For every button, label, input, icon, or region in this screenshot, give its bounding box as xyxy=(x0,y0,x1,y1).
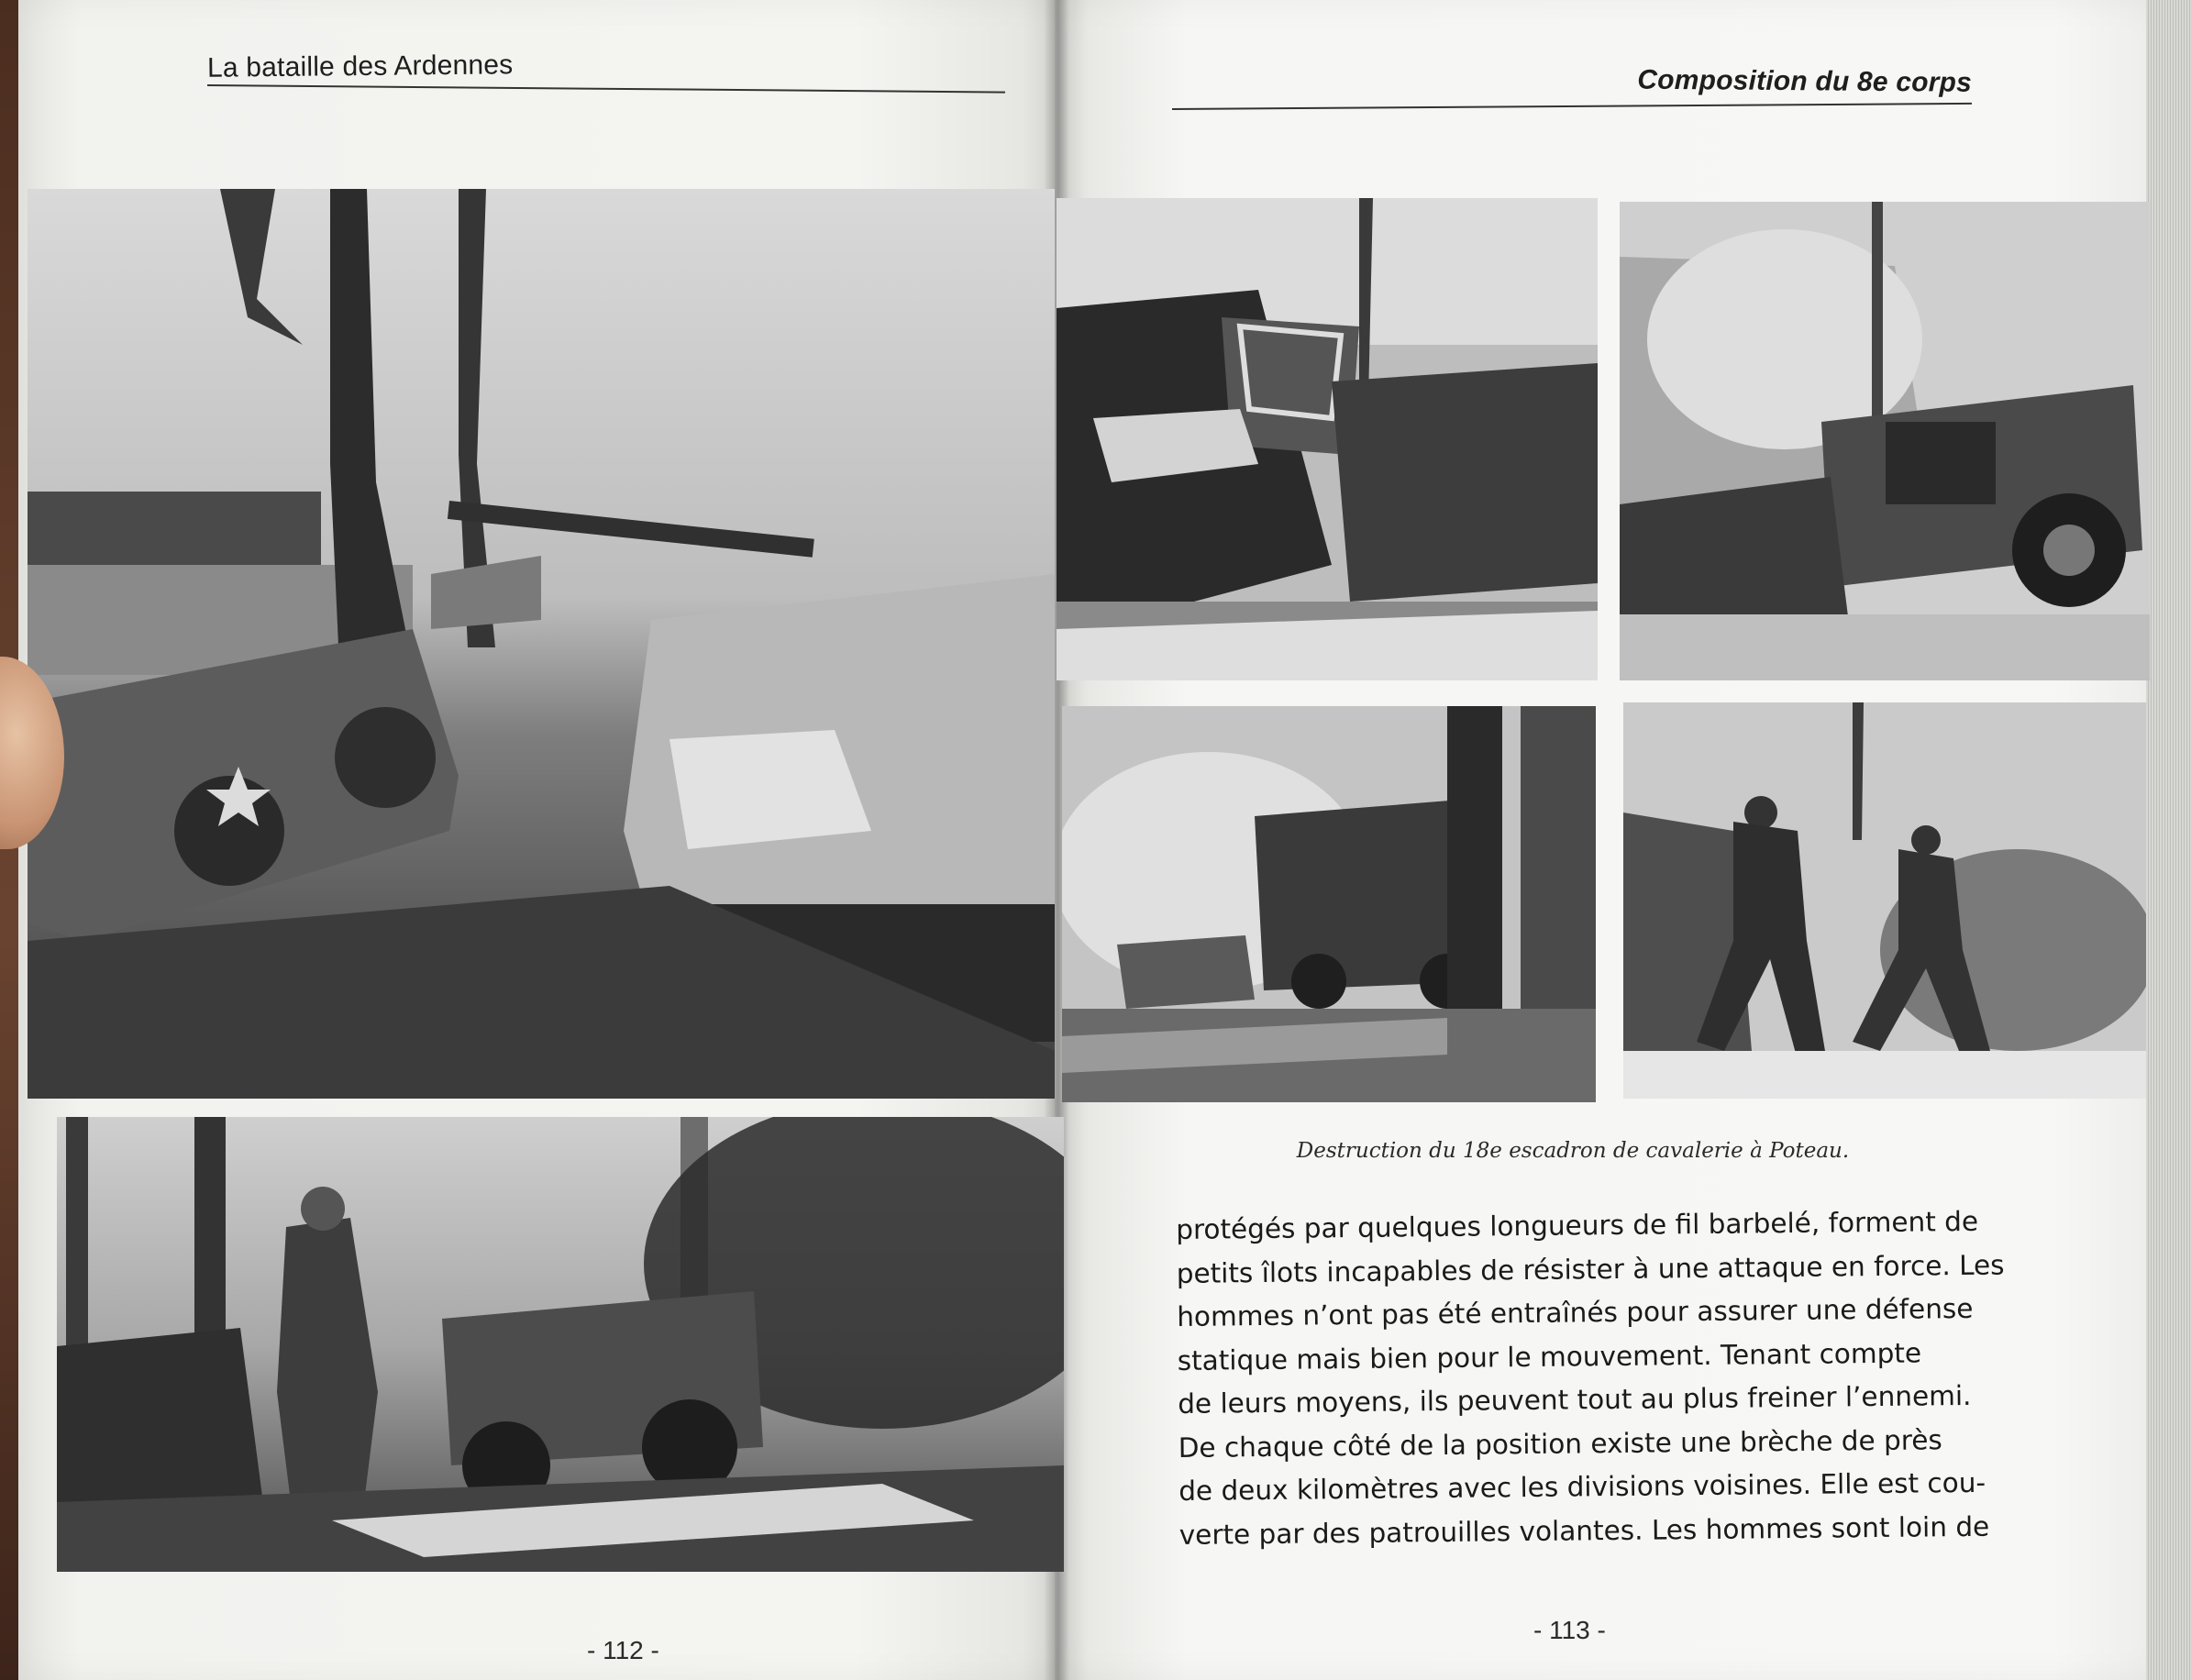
half-track-and-armored-car-photo xyxy=(28,189,1055,1099)
body-line: de leurs moyens, ils peuvent tout au plus freiner l’ennemi. xyxy=(1178,1379,1972,1420)
body-paragraph xyxy=(1176,1200,2005,1557)
body-line: statique mais bien pour le mouvement. Tenant compte xyxy=(1177,1336,1922,1376)
burning-convoy-photo xyxy=(1062,706,1596,1102)
body-line: de deux kilomètres avec les divisions voisines. Elle est cou- xyxy=(1178,1466,1986,1507)
body-line: hommes n’ont pas été entraînés pour assurer une défense xyxy=(1177,1292,1974,1332)
photo-art xyxy=(57,1117,1064,1572)
right-page-number: - 113 - xyxy=(1533,1616,1606,1644)
left-page-number: - 112 - xyxy=(587,1636,659,1664)
photo-art xyxy=(1057,198,1598,680)
body-line: petits îlots incapables de résister à une attaque en force. Les xyxy=(1176,1249,2005,1289)
photo-art xyxy=(1623,702,2146,1099)
photo-art xyxy=(28,189,1055,1099)
soldiers-advancing-photo xyxy=(1623,702,2146,1099)
destroyed-jeep-photo xyxy=(1620,202,2150,680)
body-line: verte par des patrouilles volantes. Les hommes sont loin de xyxy=(1178,1510,1990,1551)
body-line: protégés par quelques longueurs de fil barbelé, forment de xyxy=(1176,1205,1979,1245)
left-running-head: La bataille des Ardennes xyxy=(206,50,514,83)
body-line: De chaque côté de la position existe une brèche de près xyxy=(1178,1423,1942,1464)
photo-art xyxy=(1062,706,1596,1102)
soldiers-and-jeep-photo xyxy=(57,1117,1064,1572)
right-running-head: Composition du 8e corps xyxy=(1637,64,1973,98)
wrecked-vehicles-photo xyxy=(1057,198,1598,680)
photo-art xyxy=(1620,202,2150,680)
photo-caption: Destruction du 18e escadron de cavalerie à Poteau. xyxy=(1296,1139,1850,1163)
page-edges xyxy=(2146,0,2191,1680)
